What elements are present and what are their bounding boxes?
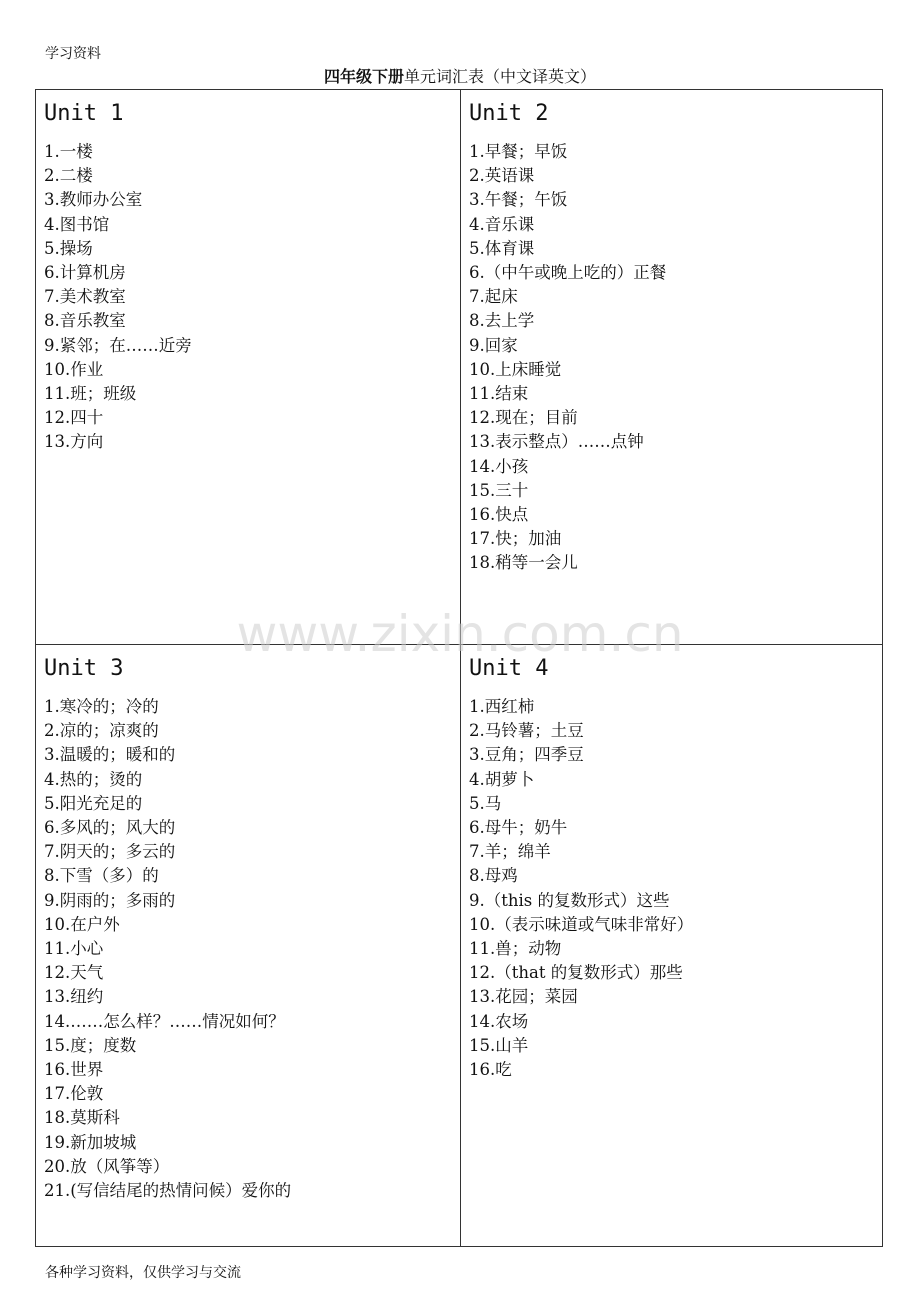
vocab-item: 17.伦敦 <box>44 1084 104 1104</box>
vocab-item: 12.四十 <box>44 408 104 428</box>
page-title <box>0 66 920 88</box>
vocab-item: 6.（中午或晚上吃的）正餐 <box>469 263 667 283</box>
vocab-item: 7.羊；绵羊 <box>469 842 551 862</box>
vocab-item: 15.三十 <box>469 480 529 500</box>
vocab-item: 11.兽；动物 <box>469 939 562 959</box>
watermark: www.zixin.com.cn <box>236 605 684 663</box>
vocab-item: 3.温暖的；暖和的 <box>44 745 176 765</box>
vocab-item: 5.操场 <box>44 238 93 258</box>
vocab-item: 5.马 <box>469 793 502 813</box>
unit-3-cell <box>44 655 454 1203</box>
vocab-item: 11.结束 <box>469 384 529 404</box>
vocab-item: 9.回家 <box>469 335 518 355</box>
unit-4-cell <box>469 655 879 1082</box>
vocab-item: 21.(写信结尾的热情问候）爱你的 <box>44 1181 292 1201</box>
vocab-item: 8.去上学 <box>469 311 535 331</box>
vocab-item: 2.凉的；凉爽的 <box>44 721 159 741</box>
vocab-item: 7.美术教室 <box>44 287 126 307</box>
table-divider-horizontal <box>36 644 882 645</box>
vocab-item: 2.马铃薯；土豆 <box>469 721 584 741</box>
vocab-item: 2.二楼 <box>44 166 93 186</box>
vocab-item: 6.母牛；奶牛 <box>469 818 568 838</box>
vocab-item: 12.天气 <box>44 963 104 983</box>
vocab-item: 10.在户外 <box>44 914 120 934</box>
unit-heading: Unit 4 <box>469 656 549 681</box>
vocab-item: 12.（that 的复数形式）那些 <box>469 963 683 983</box>
footer-note: 各种学习资料，仅供学习与交流 <box>45 1265 241 1281</box>
vocab-item: 1.一楼 <box>44 142 93 161</box>
vocab-item: 17.快；加油 <box>469 529 562 549</box>
vocab-item: 19.新加坡城 <box>44 1132 137 1152</box>
unit-1-cell <box>44 100 454 455</box>
vocab-item: 11.班；班级 <box>44 384 137 404</box>
header-note: 学习资料 <box>45 46 101 62</box>
vocab-item: 13.花园；菜园 <box>469 987 578 1007</box>
vocab-item: 9.紧邻；在……近旁 <box>44 335 192 355</box>
vocab-item: 13.纽约 <box>44 987 104 1007</box>
vocab-item: 4.胡萝卜 <box>469 769 535 789</box>
vocab-item: 6.计算机房 <box>44 263 126 283</box>
title-grade: 四年级下册 <box>323 67 404 86</box>
vocab-item: 15.度；度数 <box>44 1035 137 1055</box>
vocab-item: 5.阳光充足的 <box>44 793 143 813</box>
vocab-item: 11.小心 <box>44 939 104 959</box>
vocab-item: 16.快点 <box>469 505 529 525</box>
unit-heading: Unit 2 <box>469 101 549 126</box>
vocab-item: 14.小孩 <box>469 456 529 476</box>
vocab-item: 9.（this 的复数形式）这些 <box>469 890 670 910</box>
vocab-item: 15.山羊 <box>469 1035 529 1055</box>
vocab-list <box>44 140 454 455</box>
vocab-item: 3.豆角；四季豆 <box>469 745 584 765</box>
title-rest: 单元词汇表（中文译英文） <box>404 67 597 86</box>
vocab-item: 9.阴雨的；多雨的 <box>44 890 176 910</box>
vocab-item: 4.音乐课 <box>469 214 535 234</box>
vocab-item: 1.西红柿 <box>469 697 535 716</box>
vocab-item: 8.音乐教室 <box>44 311 126 331</box>
vocab-item: 8.母鸡 <box>469 866 518 886</box>
vocab-item: 18.莫斯科 <box>44 1108 120 1128</box>
vocab-item: 4.热的；烫的 <box>44 769 143 789</box>
vocab-item: 1.寒冷的；冷的 <box>44 697 159 716</box>
vocab-item: 3.午餐；午饭 <box>469 190 568 210</box>
vocab-item: 3.教师办公室 <box>44 190 143 210</box>
vocab-item: 7.起床 <box>469 287 518 307</box>
vocab-item: 18.稍等一会儿 <box>469 553 578 573</box>
vocab-list <box>469 695 879 1082</box>
vocab-item: 10.作业 <box>44 359 104 379</box>
unit-2-cell <box>469 100 879 576</box>
vocab-item: 20.放（风筝等） <box>44 1156 170 1176</box>
vocabulary-table <box>35 89 883 1247</box>
vocab-item: 8.下雪（多）的 <box>44 866 159 886</box>
vocab-item: 2.英语课 <box>469 166 535 186</box>
vocab-item: 14.……怎么样？……情况如何？ <box>44 1011 285 1031</box>
vocab-item: 10.（表示味道或气味非常好） <box>469 914 694 934</box>
vocab-item: 4.图书馆 <box>44 214 110 234</box>
unit-heading: Unit 3 <box>44 656 124 681</box>
vocab-list <box>44 695 454 1203</box>
vocab-item: 7.阴天的；多云的 <box>44 842 176 862</box>
vocab-item: 10.上床睡觉 <box>469 359 562 379</box>
unit-heading: Unit 1 <box>44 101 124 126</box>
vocab-item: 5.体育课 <box>469 238 535 258</box>
vocab-item: 1.早餐；早饭 <box>469 142 568 161</box>
vocab-list <box>469 140 879 576</box>
table-divider-vertical <box>460 90 461 1246</box>
vocab-item: 6.多风的；风大的 <box>44 818 176 838</box>
vocab-item: 12.现在；目前 <box>469 408 578 428</box>
vocab-item: 16.吃 <box>469 1060 512 1080</box>
vocab-item: 13.表示整点）……点钟 <box>469 432 644 452</box>
vocab-item: 14.农场 <box>469 1011 529 1031</box>
vocab-item: 13.方向 <box>44 432 104 452</box>
vocab-item: 16.世界 <box>44 1060 104 1080</box>
